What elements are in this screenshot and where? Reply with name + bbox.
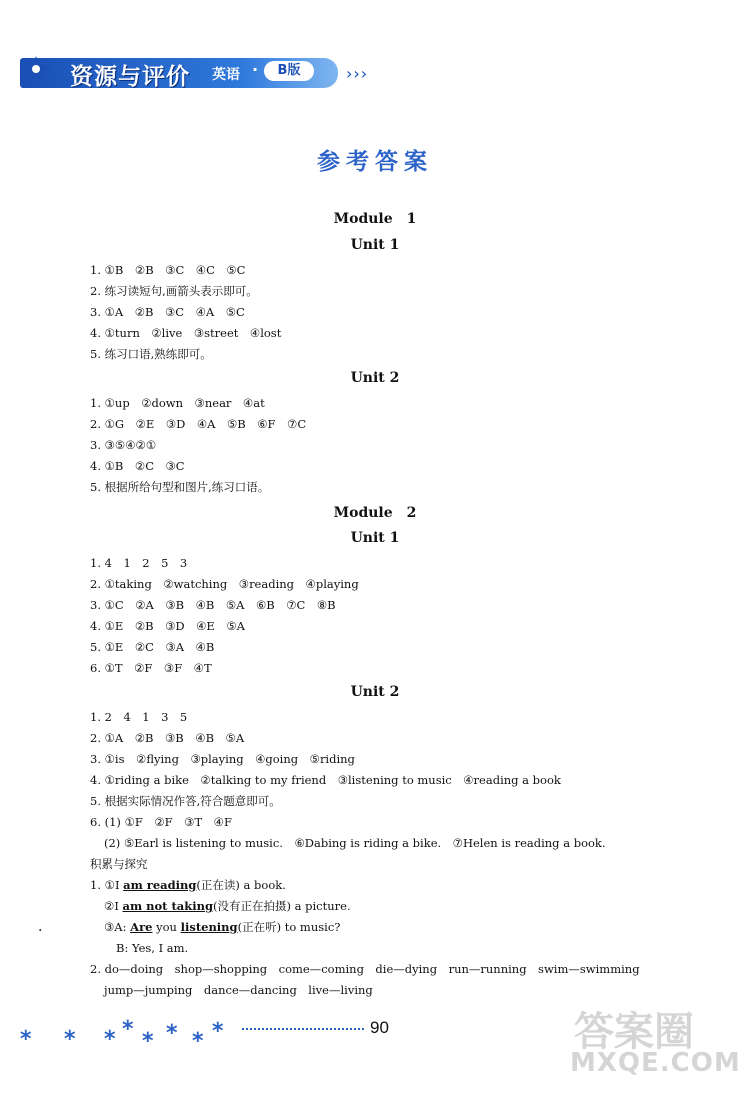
answer-line: 5. 根据实际情况作答,符合题意即可。 xyxy=(90,794,281,808)
module-2-unit-2-heading: Unit 2 xyxy=(350,684,400,700)
answer-line: 6. (1) ①F ②F ③T ④F xyxy=(90,815,232,829)
answer-line: 3. ①C ②A ③B ④B ⑤A ⑥B ⑦C ⑧B xyxy=(90,598,336,612)
answer-line: 2. ①G ②E ③D ④A ⑤B ⑥F ⑦C xyxy=(90,417,307,431)
answer-line: 1. ①up ②down ③near ④at xyxy=(90,396,265,410)
answer-line: 5. ①E ②C ③A ④B xyxy=(90,640,215,654)
answer-line: 3. ①is ②flying ③playing ④going ⑤riding xyxy=(90,752,355,766)
answer-line: 4. ①B ②C ③C xyxy=(90,459,185,473)
answer-line: 5. 根据所给句型和图片,练习口语。 xyxy=(90,480,270,494)
answer-line: 2. ①taking ②watching ③reading ④playing xyxy=(90,577,359,591)
edition-badge: B版 xyxy=(264,61,314,81)
decorative-stars-icon xyxy=(18,1018,238,1058)
module-2-unit-1-heading: Unit 1 xyxy=(350,530,400,546)
answer-line: 1. 2 4 1 3 5 xyxy=(90,710,188,724)
svg-text:*: * xyxy=(142,1029,154,1054)
watermark-url: MXQE.COM xyxy=(570,1048,741,1078)
svg-text:*: * xyxy=(166,1021,178,1046)
page-title: 参考答案 xyxy=(317,148,433,175)
watermark xyxy=(566,1000,746,1090)
answer-line: 4. ①turn ②live ③street ④lost xyxy=(90,326,282,340)
page-number: 90 xyxy=(370,1018,389,1037)
answer-line: ②I am not taking(没有正在拍摄) a picture. xyxy=(104,899,351,913)
answer-line: 1. 4 1 2 5 3 xyxy=(90,556,188,570)
svg-text:*: * xyxy=(212,1019,224,1044)
answer-line: 4. ①E ②B ③D ④E ⑤A xyxy=(90,619,245,633)
module-1-heading: Module 1 xyxy=(333,211,417,227)
watermark-logo-text: 答案圈 xyxy=(574,1009,694,1055)
answer-line: 1. ①B ②B ③C ④C ⑤C xyxy=(90,263,246,277)
module-1-unit-2-heading: Unit 2 xyxy=(350,370,400,386)
answer-line: (2) ⑤Earl is listening to music. ⑥Dabing is riding a bike. ⑦Helen is reading a book. xyxy=(104,836,606,850)
stray-dot: · xyxy=(38,923,43,939)
separator-dot: · xyxy=(252,60,259,79)
module-2-heading: Module 2 xyxy=(333,505,417,521)
answer-line: 3. ①A ②B ③C ④A ⑤C xyxy=(90,305,245,319)
answer-line: jump—jumping dance—dancing live—living xyxy=(104,983,373,997)
svg-text:*: * xyxy=(122,1018,134,1042)
answer-line: 6. ①T ②F ③F ④T xyxy=(90,661,212,675)
footer-dotted-line xyxy=(242,1028,364,1030)
book-title: 资源与评价 xyxy=(70,64,190,90)
svg-text:*: * xyxy=(64,1027,76,1052)
answer-line: 4. ①riding a bike ②talking to my friend ③listening to music ④reading a book xyxy=(90,773,561,787)
svg-text:*: * xyxy=(104,1027,116,1052)
answer-line: 2. do—doing shop—shopping come—coming die—dying run—running swim—swimming xyxy=(90,962,640,976)
answer-line: 5. 练习口语,熟练即可。 xyxy=(90,347,212,361)
chevrons-icon: ››› xyxy=(346,64,369,83)
answer-line: 1. ①I am reading(正在读) a book. xyxy=(90,878,286,892)
header-banner xyxy=(14,50,369,98)
explore-heading: 积累与探究 xyxy=(90,857,148,871)
answer-line: B: Yes, I am. xyxy=(116,941,189,955)
answer-line: 3. ③⑤④②① xyxy=(90,438,157,452)
subject-label: 英语 xyxy=(212,67,240,83)
answer-line: ③A: Are you listening(正在听) to music? xyxy=(104,920,341,934)
answer-line: 2. 练习读短句,画箭头表示即可。 xyxy=(90,284,258,298)
svg-text:*: * xyxy=(20,1027,32,1052)
answer-line: 2. ①A ②B ③B ④B ⑤A xyxy=(90,731,245,745)
publisher-logo-icon xyxy=(18,52,66,92)
module-1-unit-1-heading: Unit 1 xyxy=(350,237,400,253)
svg-text:*: * xyxy=(192,1029,204,1054)
